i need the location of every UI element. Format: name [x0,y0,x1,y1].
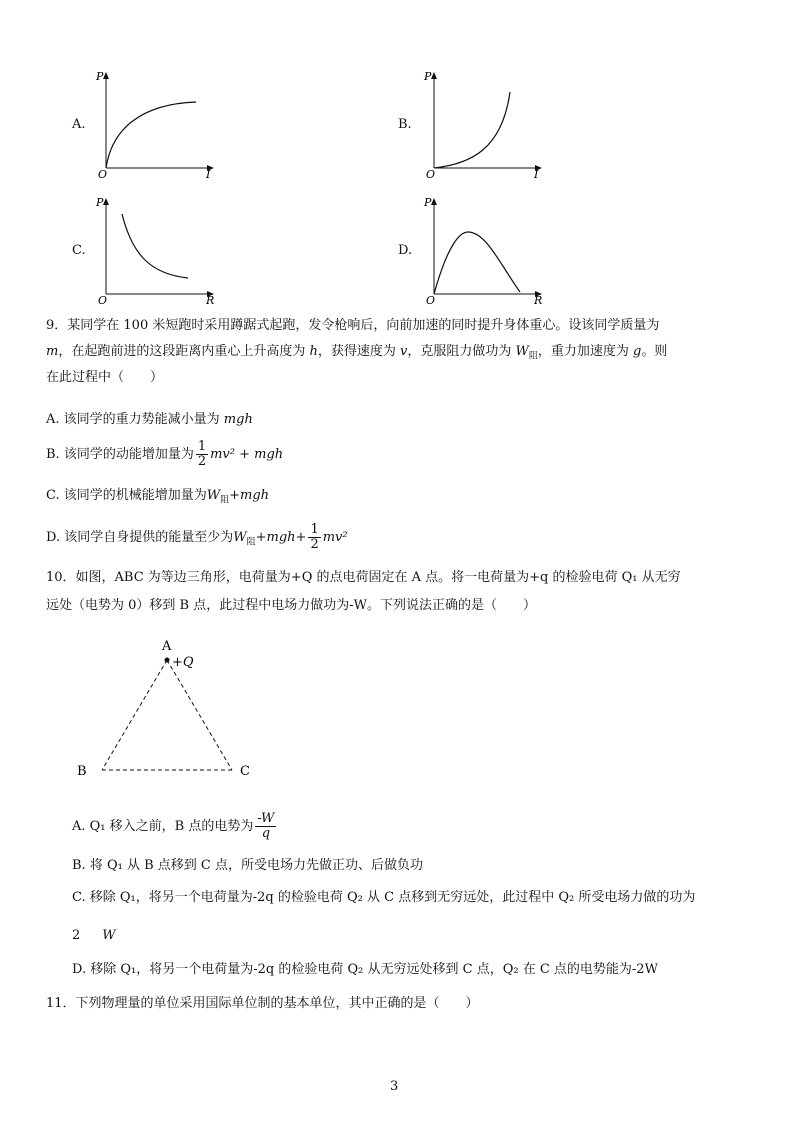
origin-label: O [98,168,108,180]
q9-line2: m，在起跑前进的这段距离内重心上升高度为 h，获得速度为 v，克服阻力做功为 $W_阻$，重力加速度为 g。则 [46,344,668,362]
curve [106,102,196,168]
side-ab [102,660,167,770]
page-number: 3 [390,1079,399,1094]
charge-label: +Q [172,655,194,670]
curve [122,214,188,278]
q10-option-b: B. 将 Q₁ 从 B 点移到 C 点，所受电场力先做正功、后做负功 [72,858,423,873]
y-axis-label: P [96,196,104,209]
y-axis-label: P [96,70,104,83]
q9-option-a: A. 该同学的重力势能减小量为 mgh [46,412,253,427]
fraction: $\frac{1}{2}$ [197,439,207,469]
origin-label: O [426,168,436,180]
curve [434,232,520,294]
q10-line2: 远处（电势为 0）移到 B 点，此过程中电场力做功为-W。下列说法正确的是（ ） [46,598,536,613]
q9-option-c: C. 该同学的机械能增加量为$W_阻+mgh$ [46,488,270,506]
q10-option-c-line2: 2 W [72,928,116,943]
origin-label: O [98,294,108,306]
mass-var: m [46,344,59,359]
option-a-label: A. [72,117,86,132]
x-axis-label: I [206,168,211,180]
q9-option-b: B. 该同学的动能增加量为 $\frac{1}{2}$ mv² + mgh [46,439,284,469]
triangle-figure [72,632,262,782]
x-axis-label: I [534,168,539,180]
y-axis-arrow [431,72,437,79]
fraction: $\frac{1}{2}$ [310,522,319,552]
y-axis-label: P [424,196,432,209]
side-ac [167,660,232,770]
q9-option-d: D. 该同学自身提供的能量至少为$W_阻+mgh+$ $\frac{1}{2}$ mv² [46,522,348,552]
graph-a [92,68,222,180]
graph-c [92,194,222,306]
fraction: $\frac{-W}{q}$ [257,811,275,841]
option-d-label: D. [398,243,413,258]
q9-line1: 9．某同学在 100 米短跑时采用蹲踞式起跑，发令枪响后，向前加速的同时提升身体重心。设该同学质量为 [46,318,660,333]
y-axis-arrow [431,198,437,205]
origin-label: O [426,294,436,306]
q9-line3: 在此过程中（ ） [46,370,164,385]
vertex-c-label: C [240,764,250,779]
q10-option-a: A. Q₁ 移入之前，B 点的电势为 $\frac{-W}{q}$ [72,811,275,841]
point-charge-a [165,658,170,663]
y-axis-label: P [424,70,432,83]
y-axis-arrow [103,72,109,79]
q11-line1: 11．下列物理量的单位采用国际单位制的基本单位，其中正确的是（ ） [46,996,479,1011]
q10-option-d: D. 移除 Q₁，将另一个电荷量为-2q 的检验电荷 Q₂ 从无穷远处移到 C 点，Q₂ 在 C 点的电势能为-2W [72,962,658,977]
x-axis-label: R [534,294,543,306]
y-axis-arrow [103,198,109,205]
vertex-a-label: A [162,639,172,654]
option-c-label: C. [72,243,86,258]
q10-line1: 10．如图，ABC 为等边三角形，电荷量为+Q 的点电荷固定在 A 点。将一电荷量为+q 的检验电荷 Q₁ 从无穷 [46,570,681,585]
graph-b [420,68,550,180]
q10-option-c-line1: C. 移除 Q₁，将另一个电荷量为-2q 的检验电荷 Q₂ 从 C 点移到无穷远处，此过程中 Q₂ 所受电场力做的功为 [72,890,696,905]
graph-d [420,194,550,306]
x-axis-label: R [206,294,215,306]
curve [434,92,510,168]
vertex-b-label: B [77,764,87,779]
option-b-label: B. [398,117,412,132]
